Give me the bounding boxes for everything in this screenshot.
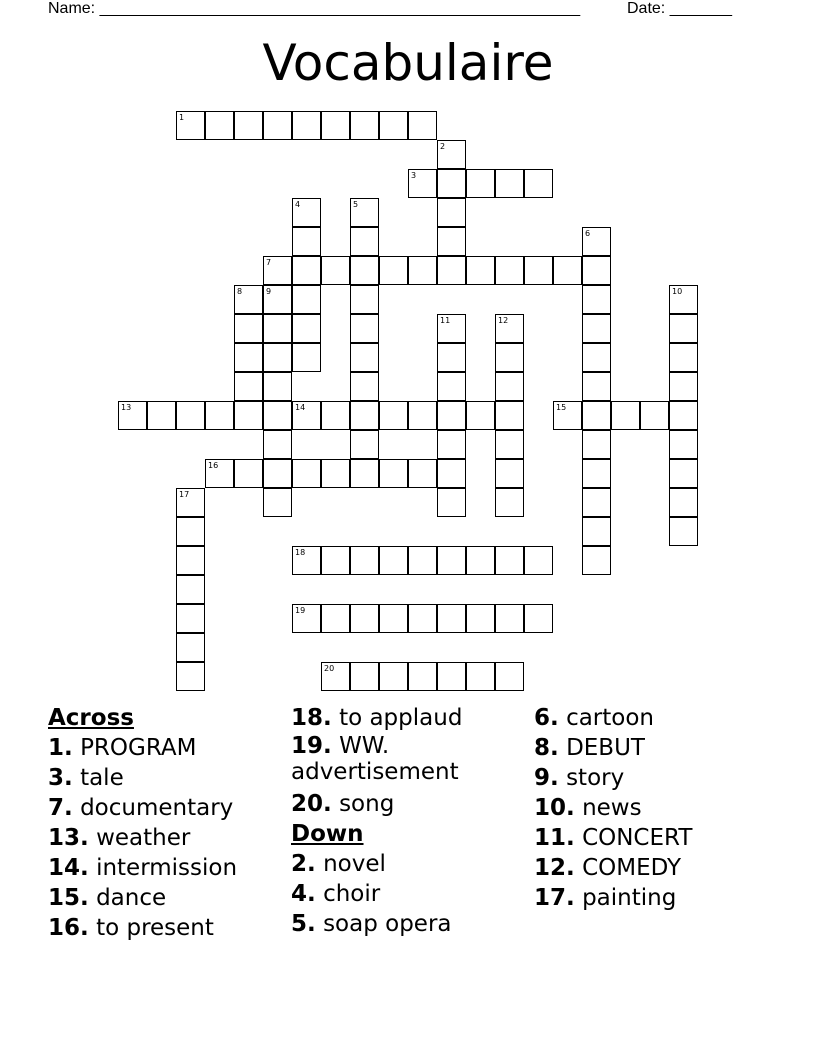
grid-cell[interactable] (582, 343, 611, 372)
grid-cell[interactable] (524, 169, 553, 198)
grid-cell[interactable] (350, 372, 379, 401)
grid-cell[interactable] (408, 459, 437, 488)
grid-cell[interactable] (437, 314, 466, 343)
clue-down-8: 8. DEBUT (534, 735, 645, 761)
grid-cell[interactable] (495, 343, 524, 372)
grid-cell[interactable] (640, 401, 669, 430)
grid-cell[interactable] (321, 256, 350, 285)
grid-cell[interactable] (292, 256, 321, 285)
grid-cell[interactable] (234, 401, 263, 430)
grid-cell[interactable] (176, 604, 205, 633)
grid-cell[interactable] (437, 169, 466, 198)
clue-number: 19 (295, 606, 306, 615)
grid-cell[interactable] (350, 111, 379, 140)
grid-cell[interactable] (263, 111, 292, 140)
grid-cell[interactable] (205, 459, 234, 488)
grid-cell[interactable] (321, 662, 350, 691)
clue-down-5: 5. soap opera (291, 911, 452, 937)
clue-across-20: 20. song (291, 791, 395, 817)
clue-across-19: 19. WW. advertisement (291, 733, 459, 785)
clue-number: 9 (266, 287, 272, 296)
grid-cell[interactable] (350, 198, 379, 227)
grid-cell[interactable] (524, 256, 553, 285)
clue-across-16: 16. to present (48, 915, 214, 941)
grid-cell[interactable] (321, 546, 350, 575)
grid-cell[interactable] (321, 401, 350, 430)
grid-cell[interactable] (408, 662, 437, 691)
grid-cell[interactable] (495, 169, 524, 198)
grid-cell[interactable] (292, 111, 321, 140)
grid-cell[interactable] (147, 401, 176, 430)
grid-cell[interactable] (205, 401, 234, 430)
grid-cell[interactable] (205, 111, 234, 140)
grid-cell[interactable] (118, 401, 147, 430)
grid-cell[interactable] (350, 662, 379, 691)
grid-cell[interactable] (582, 546, 611, 575)
grid-cell[interactable] (437, 343, 466, 372)
grid-cell[interactable] (495, 459, 524, 488)
grid-cell[interactable] (234, 111, 263, 140)
grid-cell[interactable] (292, 314, 321, 343)
grid-cell[interactable] (611, 401, 640, 430)
clue-number: 1 (179, 113, 185, 122)
clue-number: 8 (237, 287, 243, 296)
grid-cell[interactable] (408, 169, 437, 198)
grid-cell[interactable] (176, 401, 205, 430)
grid-cell[interactable] (176, 488, 205, 517)
grid-cell[interactable] (263, 285, 292, 314)
grid-cell[interactable] (176, 662, 205, 691)
grid-cell[interactable] (292, 198, 321, 227)
grid-cell[interactable] (495, 372, 524, 401)
grid-cell[interactable] (379, 546, 408, 575)
grid-cell[interactable] (234, 459, 263, 488)
grid-cell[interactable] (669, 343, 698, 372)
grid-cell[interactable] (582, 227, 611, 256)
grid-cell[interactable] (263, 343, 292, 372)
grid-cell[interactable] (234, 285, 263, 314)
grid-cell[interactable] (292, 459, 321, 488)
clue-number: 14 (295, 403, 306, 412)
grid-cell[interactable] (466, 401, 495, 430)
clue-down-12: 12. COMEDY (534, 855, 682, 881)
grid-cell[interactable] (292, 401, 321, 430)
grid-cell[interactable] (669, 401, 698, 430)
grid-cell[interactable] (437, 430, 466, 459)
grid-cell[interactable] (350, 314, 379, 343)
name-field: Name: ______________________________________________________ (48, 0, 581, 17)
grid-cell[interactable] (466, 604, 495, 633)
grid-cell[interactable] (582, 430, 611, 459)
clue-down-17: 17. painting (534, 885, 677, 911)
grid-cell[interactable] (263, 459, 292, 488)
grid-cell[interactable] (495, 662, 524, 691)
grid-cell[interactable] (495, 546, 524, 575)
grid-cell[interactable] (234, 343, 263, 372)
clue-number: 20 (324, 664, 335, 673)
grid-cell[interactable] (292, 285, 321, 314)
grid-cell[interactable] (524, 604, 553, 633)
grid-cell[interactable] (437, 488, 466, 517)
grid-cell[interactable] (495, 314, 524, 343)
clue-number: 16 (208, 461, 219, 470)
grid-cell[interactable] (176, 546, 205, 575)
grid-cell[interactable] (292, 546, 321, 575)
grid-cell[interactable] (379, 111, 408, 140)
grid-cell[interactable] (553, 256, 582, 285)
clue-down-6: 6. cartoon (534, 705, 654, 731)
grid-cell[interactable] (350, 343, 379, 372)
grid-cell[interactable] (582, 401, 611, 430)
grid-cell[interactable] (582, 372, 611, 401)
grid-cell[interactable] (669, 314, 698, 343)
clue-number: 13 (121, 403, 132, 412)
clue-column-1 (48, 703, 288, 943)
grid-cell[interactable] (379, 459, 408, 488)
grid-cell[interactable] (350, 227, 379, 256)
grid-cell[interactable] (408, 256, 437, 285)
grid-cell[interactable] (176, 111, 205, 140)
clue-number: 10 (672, 287, 683, 296)
grid-cell[interactable] (437, 546, 466, 575)
clue-across-14: 14. intermission (48, 855, 238, 881)
grid-cell[interactable] (582, 517, 611, 546)
grid-cell[interactable] (669, 459, 698, 488)
clue-down-9: 9. story (534, 765, 625, 791)
grid-cell[interactable] (495, 604, 524, 633)
grid-cell[interactable] (176, 633, 205, 662)
grid-cell[interactable] (263, 401, 292, 430)
page-title: Vocabulaire (262, 34, 554, 92)
grid-cell[interactable] (582, 256, 611, 285)
grid-cell[interactable] (524, 546, 553, 575)
clue-down-2: 2. novel (291, 851, 386, 877)
grid-cell[interactable] (408, 546, 437, 575)
clue-column-3 (534, 703, 774, 913)
grid-cell[interactable] (408, 111, 437, 140)
clue-number: 11 (440, 316, 451, 325)
clue-number: 5 (353, 200, 359, 209)
clue-number: 18 (295, 548, 306, 557)
grid-cell[interactable] (408, 604, 437, 633)
clue-across-7: 7. documentary (48, 795, 234, 821)
grid-cell[interactable] (495, 488, 524, 517)
grid-cell[interactable] (263, 430, 292, 459)
grid-cell[interactable] (437, 198, 466, 227)
clue-number: 17 (179, 490, 190, 499)
grid-cell[interactable] (437, 604, 466, 633)
clue-number: 12 (498, 316, 509, 325)
grid-cell[interactable] (379, 662, 408, 691)
clue-number: 2 (440, 142, 446, 151)
grid-cell[interactable] (292, 227, 321, 256)
grid-cell[interactable] (379, 604, 408, 633)
grid-cell[interactable] (350, 546, 379, 575)
grid-cell[interactable] (263, 314, 292, 343)
grid-cell[interactable] (553, 401, 582, 430)
grid-cell[interactable] (263, 256, 292, 285)
clue-number: 7 (266, 258, 272, 267)
clue-number: 6 (585, 229, 591, 238)
grid-cell[interactable] (437, 459, 466, 488)
grid-cell[interactable] (437, 662, 466, 691)
grid-cell[interactable] (292, 604, 321, 633)
grid-cell[interactable] (582, 488, 611, 517)
grid-cell[interactable] (466, 256, 495, 285)
grid-cell[interactable] (321, 111, 350, 140)
grid-cell[interactable] (176, 575, 205, 604)
clue-down-11: 11. CONCERT (534, 825, 693, 851)
clue-number: 15 (556, 403, 567, 412)
grid-cell[interactable] (321, 459, 350, 488)
grid-cell[interactable] (437, 401, 466, 430)
grid-cell[interactable] (408, 401, 437, 430)
grid-cell[interactable] (437, 227, 466, 256)
clue-number: 4 (295, 200, 301, 209)
grid-cell[interactable] (582, 459, 611, 488)
grid-cell[interactable] (466, 546, 495, 575)
grid-cell[interactable] (582, 314, 611, 343)
grid-cell[interactable] (379, 401, 408, 430)
grid-cell[interactable] (582, 285, 611, 314)
grid-cell[interactable] (669, 517, 698, 546)
grid-cell[interactable] (495, 256, 524, 285)
clue-across-18: 18. to applaud (291, 705, 463, 731)
grid-cell[interactable] (234, 372, 263, 401)
clue-across-15: 15. dance (48, 885, 167, 911)
grid-cell[interactable] (669, 488, 698, 517)
clue-across-13: 13. weather (48, 825, 191, 851)
grid-cell[interactable] (495, 401, 524, 430)
grid-cell[interactable] (234, 314, 263, 343)
clue-down-4: 4. choir (291, 881, 381, 907)
grid-cell[interactable] (350, 285, 379, 314)
grid-cell[interactable] (466, 169, 495, 198)
down-heading: Down (291, 821, 364, 847)
grid-cell[interactable] (379, 256, 408, 285)
grid-cell[interactable] (321, 604, 350, 633)
grid-cell[interactable] (669, 285, 698, 314)
clue-down-10: 10. news (534, 795, 642, 821)
grid-cell[interactable] (495, 430, 524, 459)
grid-cell[interactable] (437, 256, 466, 285)
grid-cell[interactable] (350, 459, 379, 488)
clue-across-1: 1. PROGRAM (48, 735, 197, 761)
grid-cell[interactable] (466, 662, 495, 691)
clue-number: 3 (411, 171, 417, 180)
grid-cell[interactable] (292, 343, 321, 372)
grid-cell[interactable] (263, 372, 292, 401)
grid-cell[interactable] (350, 401, 379, 430)
grid-cell[interactable] (437, 372, 466, 401)
grid-cell[interactable] (350, 256, 379, 285)
clue-column-2 (291, 703, 531, 939)
clue-across-3: 3. tale (48, 765, 124, 791)
grid-cell[interactable] (350, 430, 379, 459)
grid-cell[interactable] (669, 372, 698, 401)
grid-cell[interactable] (263, 488, 292, 517)
across-heading: Across (48, 705, 134, 731)
grid-cell[interactable] (350, 604, 379, 633)
grid-cell[interactable] (176, 517, 205, 546)
grid-cell[interactable] (669, 430, 698, 459)
grid-cell[interactable] (437, 140, 466, 169)
date-field: Date: _______ (627, 0, 732, 17)
